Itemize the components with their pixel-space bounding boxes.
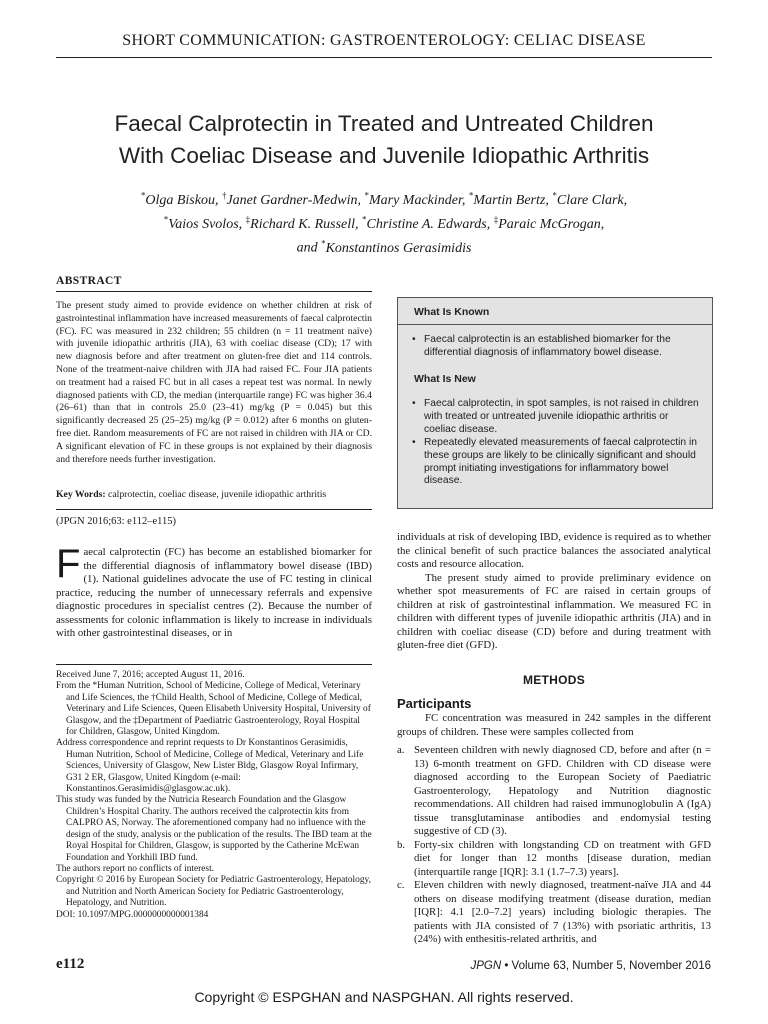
right-column-intro bbox=[397, 531, 711, 653]
what-is-new-heading: What Is New bbox=[414, 373, 476, 385]
title-line-1: Faecal Calprotectin in Treated and Untreated Children bbox=[114, 111, 654, 136]
keywords-rule bbox=[56, 509, 372, 510]
list-item bbox=[397, 839, 711, 880]
note: DOI: 10.1097/MPG.0000000000001384 bbox=[56, 909, 209, 920]
list-item bbox=[397, 879, 711, 947]
author: *Konstantinos Gerasimidis bbox=[321, 238, 472, 256]
note: This study was funded by the Nutricia Research Foundation and the Glasgow Children’s Hospital Charity. The authors received the calprotectin kits from CALPRO AS, Norway. The aforementioned company had no influence with the design of the study, analysis or the publication of the results. The IBD team at the Royal Hospital for Children, Glasgow, is supported by the Catherine McEwan Foundation and Yorkhill IBD fund. bbox=[56, 795, 372, 863]
item-text: Eleven children with newly diagnosed, treatment-naïve JIA and 44 others on disease modifying treatment (disease duration, median [IQR]: 4.1 [2.0–7.2] years) including biologic therapies. The patients with JIA consisted of 7 (13%) with psoriatic arthritis, 13 (24%) with enthesitis-related arthritis, and bbox=[414, 879, 711, 945]
note: Received June 7, 2016; accepted August 11, 2016. bbox=[56, 670, 245, 680]
known-list bbox=[412, 334, 700, 360]
author: *Clare Clark, bbox=[552, 190, 628, 208]
abstract-rule bbox=[56, 291, 372, 292]
article-title bbox=[40, 108, 728, 172]
list-item: • Faecal calprotectin, in spot samples, is not raised in children with treated or untreated juvenile idiopathic arthritis or coeliac disease. bbox=[412, 398, 700, 437]
title-line-2: With Coeliac Disease and Juvenile Idiopathic Arthritis bbox=[118, 143, 650, 168]
list-item: • Faecal calprotectin is an established biomarker for the differential diagnosis of inflammatory bowel disease. bbox=[412, 334, 700, 360]
intro-paragraph bbox=[56, 542, 372, 641]
author: †Janet Gardner-Medwin, bbox=[221, 190, 361, 208]
item-letter: c. bbox=[397, 879, 405, 891]
item-letter: a. bbox=[397, 744, 405, 756]
abstract-text: The present study aimed to provide evidence on whether children at risk of gastrointestinal inflammation have increased measurements of faecal calprotectin (FC). FC was measured in 232 children; 55 children (n = 11 treatment naïve) with juvenile idiopathic arthritis (JIA), 63 with coeliac disease (CD); 17 with new diagnosis before and after treatment on gluten-free diet and 114 controls. None of the treatment-naive children with JIA had raised FC. Four JIA patients on treatment had a raised FC but in all cases a repeat test was normal. In newly diagnosed patients with CD, the median (interquartile range) FC was higher 36.4 (26–61) than that in controls 25.0 (23–41) mg/kg (P = 0.045) but this significantly decreased 25 (25–25) mg/kg (P = 0.012) after 6 months on gluten-free diet. Random measurements of FC are not raised in children with JIA or CD. A significant elevation of FC in these groups is not explained by their diagnosis and therefore needs further investigation. bbox=[56, 300, 372, 465]
note: Copyright © 2016 by European Society for Pediatric Gastroenterology, Hepatology, and Nutrition and North American Society for Pediatric Gastroenterology, Hepatology, and Nutrition. bbox=[56, 875, 371, 909]
journal-issue: • Volume 63, Number 5, November 2016 bbox=[504, 960, 711, 972]
running-head-text: SHORT COMMUNICATION: GASTROENTEROLOGY: CELIAC DISEASE bbox=[122, 32, 646, 49]
participant-groups-list bbox=[397, 744, 711, 947]
intro-text: aecal calprotectin (FC) has become an established biomarker for the differential diagnosis of inflammatory bowel disease (IBD) (1). National guidelines advocate the use of FC testing in clinical practice, reducing the number of unnecessary referrals and expensive diagnostic procedures in specialist centres (2). Because the number of assessments for colonic inflammation is likely to increase in individuals with other gastrointestinal diseases, or in bbox=[56, 546, 372, 639]
note: The authors report no conflicts of interest. bbox=[56, 863, 215, 874]
header-rule bbox=[56, 57, 712, 58]
note: From the *Human Nutrition, School of Medicine, College of Medical, Veterinary and Life Sciences, the †Child Health, School of Medicine, College of Medical, Veterinary and Life Sciences, Queen Elisabeth University Hospital, University of Glasgow, and the ‡Department of Paediatric Gastroenterology, Royal Hospital for Children, Glasgow, United Kingdom. bbox=[56, 681, 371, 738]
list-item bbox=[397, 744, 711, 839]
participants-heading: Participants bbox=[397, 696, 472, 711]
abstract-heading: ABSTRACT bbox=[56, 275, 122, 287]
what-is-known-heading: What Is Known bbox=[414, 306, 490, 318]
keywords bbox=[56, 489, 372, 500]
paragraph: The present study aimed to provide preliminary evidence on whether spot measurements of FC are raised in certain groups of children at risk of gastrointestinal inflammation. We measured FC in children with different types of juvenile idiopathic arthritis (JIA) and in children with coeliac disease (CD) before and during treatment with gluten-free diet (GFD). bbox=[397, 571, 711, 651]
journal-abbrev: JPGN bbox=[470, 960, 502, 972]
journal-footer bbox=[400, 960, 711, 972]
notes-rule bbox=[56, 664, 372, 665]
article-notes bbox=[56, 670, 372, 921]
author: *Vaios Svolos, bbox=[163, 214, 243, 232]
note: Address correspondence and reprint requests to Dr Konstantinos Gerasimidis, Human Nutrition, School of Medicine, College of Medical, Veterinary and Life Sciences, University of Glasgow, New Lister Bldg, Glasgow Royal Infirmary, G31 2 ER, Glasgow, United Kingdom (e-mail: Konstantinos.Gerasimidis@glasgow.ac.uk). bbox=[56, 738, 364, 795]
author: ‡Richard K. Russell, bbox=[245, 214, 359, 232]
participants-text: FC concentration was measured in 242 samples in the different groups of children. These were samples collected from bbox=[397, 712, 711, 738]
journal-citation: (JPGN 2016;63: e112–e115) bbox=[56, 516, 176, 527]
copyright-banner: Copyright © ESPGHAN and NASPGHAN. All rights reserved. bbox=[194, 989, 574, 1005]
paragraph: individuals at risk of developing IBD, evidence is required as to whether the clinical benefit of such practice balances the associated analytical costs and resource allocation. bbox=[397, 531, 711, 570]
author: *Christine A. Edwards, bbox=[362, 214, 491, 232]
running-head bbox=[0, 32, 768, 50]
item-text: Seventeen children with newly diagnosed CD, before and after (n = 13) 6-month treatment on GFD. Children with CD disease were diagnosed according to the European Society of Paediatric Gastroenterology, Hepatology and Nutrition diagnostic recommendations. All children had raised immunoglobulin A (IgA) tissue transglutaminase antibodies and endomysial testing suggestive of CD (3). bbox=[414, 744, 711, 837]
author: *Olga Biskou, bbox=[140, 190, 219, 208]
new-list bbox=[412, 398, 700, 488]
authors-and: and bbox=[296, 240, 318, 256]
item-text: Forty-six children with longstanding CD on treatment with GFD diet for longer than 12 months [disease duration, median (interquartile range [IQR]: 3.1 (1.7–7.3) years]. bbox=[414, 838, 711, 878]
box-divider bbox=[398, 324, 712, 325]
methods-heading: METHODS bbox=[522, 673, 586, 687]
item-letter: b. bbox=[397, 838, 406, 851]
author: *Martin Bertz, bbox=[468, 190, 549, 208]
keywords-text: calprotectin, coeliac disease, juvenile idiopathic arthritis bbox=[108, 489, 327, 500]
key-points-box bbox=[397, 297, 713, 509]
page-number: e112 bbox=[56, 956, 85, 972]
list-item: • Repeatedly elevated measurements of faecal calprotectin in these groups are likely to be clinically significant and should prompt initiating investigations for inflammatory bowel disease. bbox=[412, 437, 700, 489]
author: *Mary Mackinder, bbox=[364, 190, 466, 208]
author: ‡Paraic McGrogan, bbox=[493, 214, 605, 232]
keywords-label: Key Words: bbox=[56, 489, 106, 500]
author-list bbox=[60, 186, 708, 258]
drop-cap: F bbox=[56, 542, 81, 586]
